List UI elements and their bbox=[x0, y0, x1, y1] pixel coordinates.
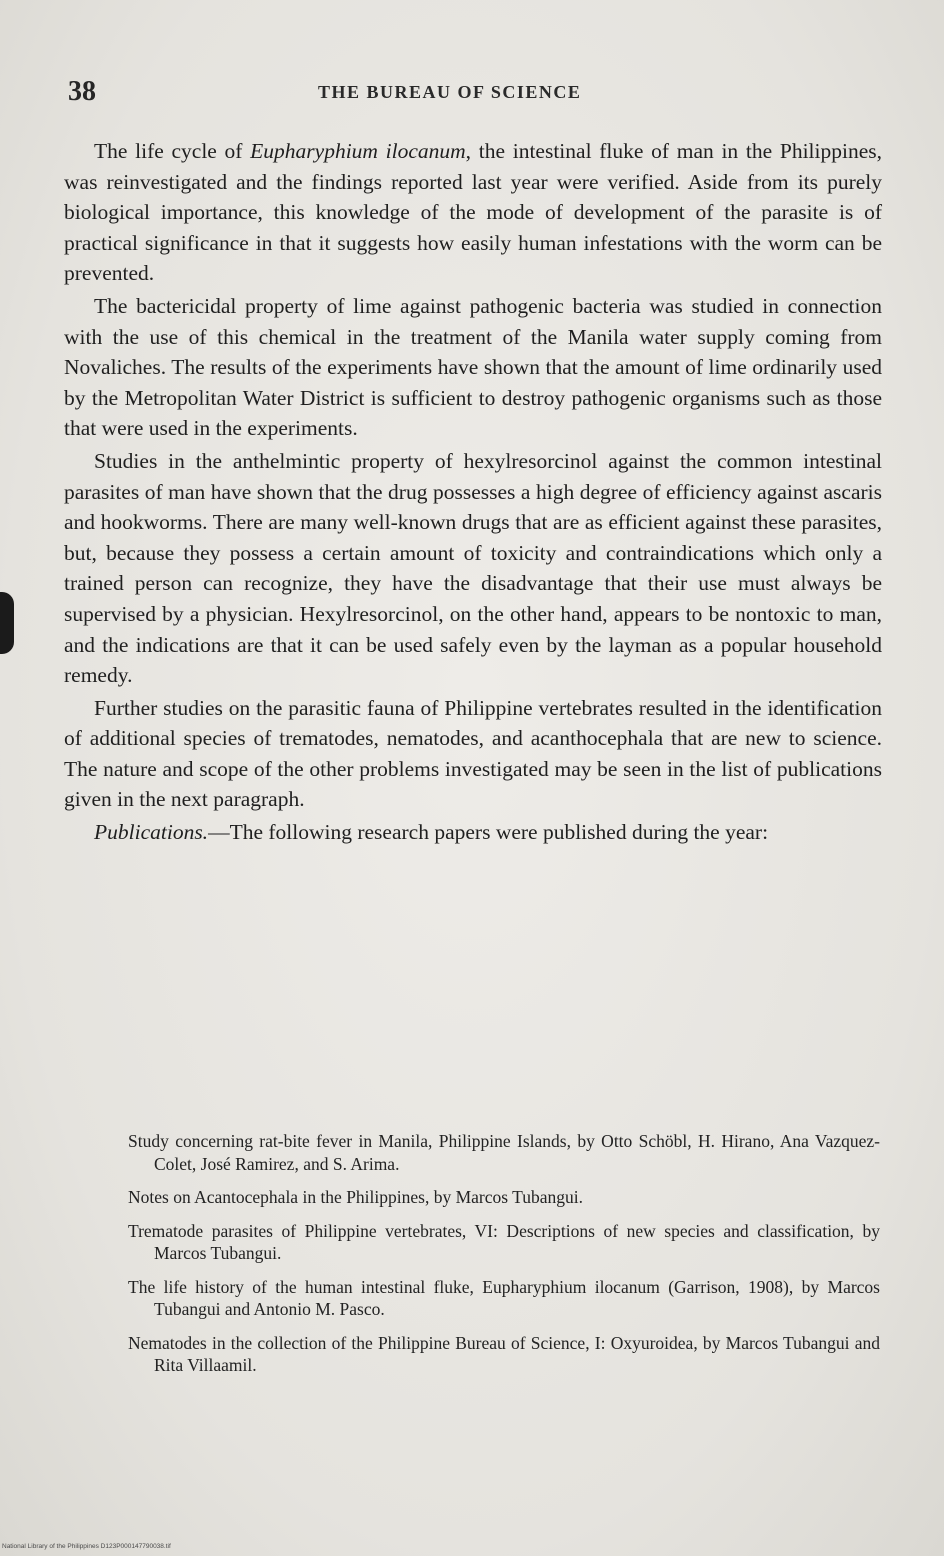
binding-mark bbox=[0, 592, 14, 654]
paragraph-life-cycle bbox=[64, 136, 882, 289]
paragraph-hexylresorcinol: Studies in the anthelmintic property of hexylresorcinol against the common intestinal parasites of man have shown that the drug possesses a high degree of efficiency against ascaris and hookworms. There are many well-known drugs that are as efficient against these parasites, but, because they possess a certain amount of toxicity and contraindications which only a trained person can recognize, they have the disadvantage that their use must always be supervised by a physician. Hexylresorcinol, on the other hand, appears to be nontoxic to man, and the indications are that it can be used safely even by the layman as a popular household remedy. bbox=[64, 448, 882, 688]
body-text bbox=[64, 136, 882, 850]
page-header bbox=[68, 76, 884, 116]
publication-item: Nematodes in the collection of the Philippine Bureau of Science, I: Oxyuroidea, by Marcos Tubangui and Rita Villaamil. bbox=[128, 1332, 880, 1375]
publications-heading: Publications. bbox=[94, 820, 209, 845]
publication-item: Trematode parasites of Philippine vertebrates, VI: Descriptions of new species and classification, by Marcos Tubangui. bbox=[128, 1220, 880, 1263]
scan-reference: D123P000147790038.tif bbox=[100, 1543, 171, 1550]
paragraph-text: The life cycle of bbox=[94, 139, 251, 163]
paragraph-publications-intro bbox=[64, 817, 882, 848]
page-number: 38 bbox=[68, 76, 96, 107]
publications-list bbox=[128, 1130, 880, 1388]
running-head: THE BUREAU OF SCIENCE bbox=[318, 82, 582, 102]
publication-item: Study concerning rat-bite fever in Manila, Philippine Islands, by Otto Schöbl, H. Hirano, Ana Vazquez-Colet, José Ramirez, and S. Arima. bbox=[128, 1131, 880, 1174]
publication-item: Notes on Acantocephala in the Philippines, by Marcos Tubangui. bbox=[128, 1187, 583, 1207]
library-name: National Library of the Philippines bbox=[2, 1543, 99, 1550]
paragraph-parasitic-fauna: Further studies on the parasitic fauna of Philippine vertebrates resulted in the identification of additional species of trematodes, nematodes, and acanthocephala that are new to science. The nature and scope of the other problems investigated may be seen in the list of publications given in the next paragraph. bbox=[64, 695, 882, 812]
species-name: Eupharyphium ilocanum bbox=[250, 139, 466, 163]
paragraph-text: —The following research papers were published during the year: bbox=[208, 820, 769, 845]
paragraph-text: , the intestinal fluke of man in the Philippines, was reinvestigated and the findings reported last year were verified. Aside from its purely biological importance, this knowledge of the mode of development of the parasite is of practical significance in that it suggests how easily human infestations with the worm can be prevented. bbox=[64, 139, 882, 286]
scan-footer bbox=[2, 1543, 171, 1550]
paragraph-lime: The bactericidal property of lime against pathogenic bacteria was studied in connection with the use of this chemical in the treatment of the Manila water supply coming from Novaliches. The results of the experiments have shown that the amount of lime ordinarily used by the Metropolitan Water District is sufficient to destroy pathogenic organisms such as those that were used in the experiments. bbox=[64, 293, 882, 441]
publication-item: The life history of the human intestinal fluke, Eupharyphium ilocanum (Garrison, 1908), by Marcos Tubangui and Antonio M. Pasco. bbox=[128, 1276, 880, 1319]
